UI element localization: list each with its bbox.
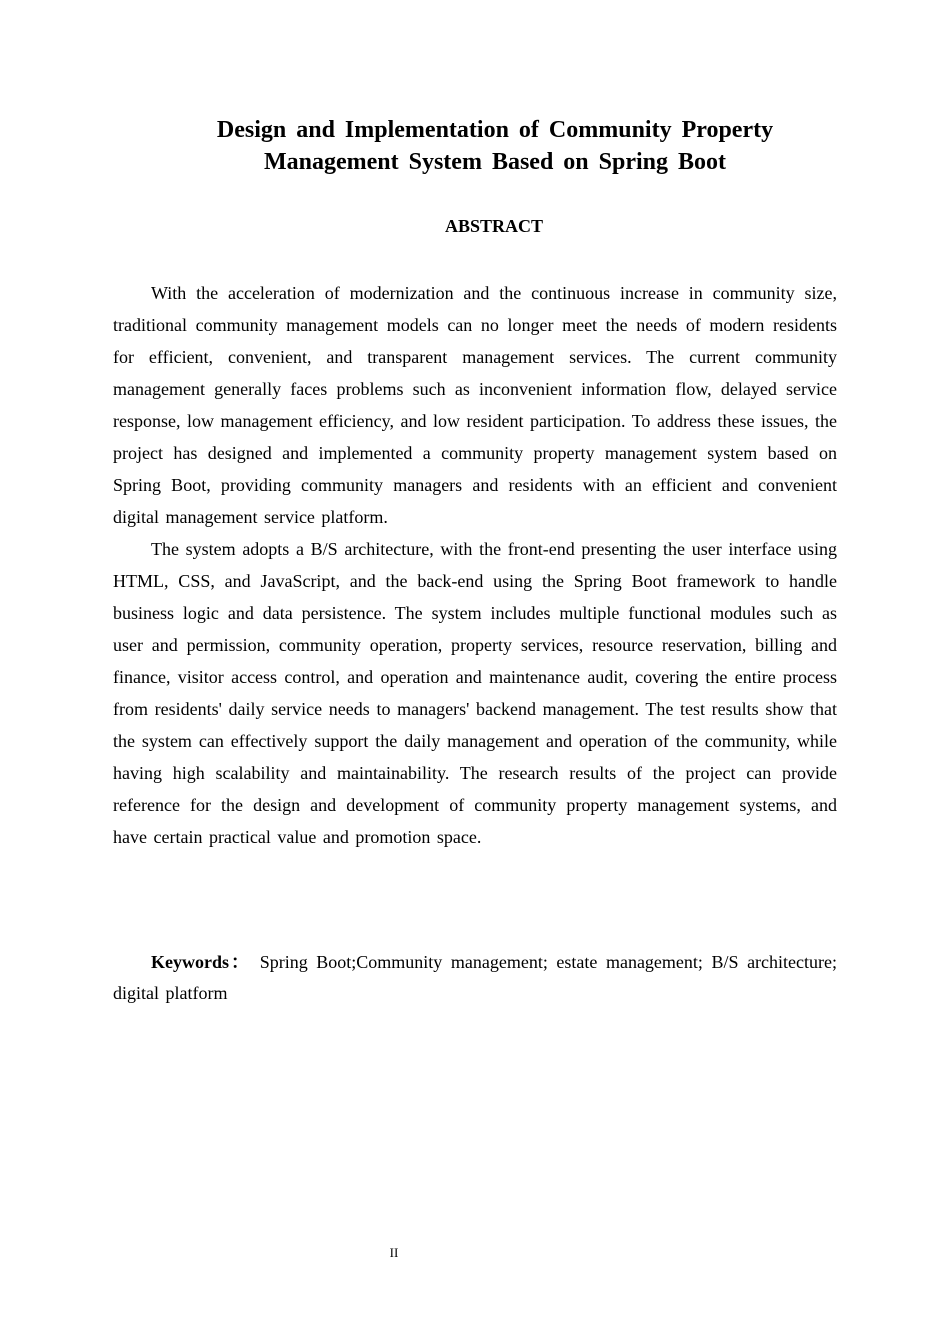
title-line-1: Design and Implementation of Community Property xyxy=(216,117,774,143)
title-line-2: Management System Based on Spring Boot xyxy=(263,149,727,175)
abstract-heading: ABSTRACT xyxy=(444,216,544,236)
abstract-paragraph-1: With the acceleration of modernization and the continuous increase in community size, traditional community management models can no longer meet the needs of modern residents for efficient, convenient, and transparent management services. The current community management generally faces problems such as inconvenient information flow, delayed service response, low management efficiency, and low resident participation. To address these issues, the project has designed and implemented a community property management system based on Spring Boot, providing community managers and residents with an efficient and convenient digital management service platform. xyxy=(113,283,837,527)
abstract-paragraph-2: The system adopts a B/S architecture, with the front-end presenting the user interface using HTML, CSS, and JavaScript, and the back-end using the Spring Boot framework to handle business logic and data persistence. The system includes multiple functional modules such as user and permission, community operation, property services, resource reservation, billing and finance, visitor access control, and operation and maintenance audit, covering the entire process from residents' daily service needs to managers' backend management. The test results show that the system can effectively support the daily management and operation of the community, while having high scalability and maintainability. The research results of the project can provide reference for the design and development of community property management systems, and have certain practical value and promotion space. xyxy=(113,539,837,847)
keywords-label: Keywords： xyxy=(151,952,252,972)
page-number: II xyxy=(389,1245,399,1260)
keywords-text: Spring Boot;Community management; estate management; B/S architecture; digital platform xyxy=(113,952,838,1003)
paper-title xyxy=(180,114,810,178)
keywords xyxy=(113,947,837,1009)
abstract-body xyxy=(113,277,837,853)
